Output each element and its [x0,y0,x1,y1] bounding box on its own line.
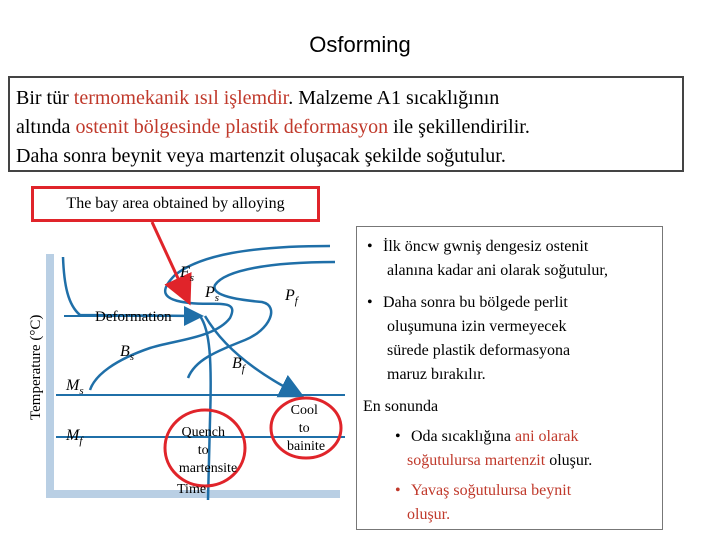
deformation-label: Deformation [95,309,172,325]
definition-text: ile şekillendirilir. [388,116,530,138]
bay-area-label: The bay area obtained by alloying [31,186,320,222]
bullet-text: sürede plastik deformasyona [387,342,571,359]
bullet-dot: • [395,482,401,499]
bullet-4 [395,479,571,527]
bullet-dot: • [367,294,373,311]
x-axis-label: Time [177,482,207,497]
bullet-3 [395,425,592,473]
bullet-dot: • [395,428,401,445]
bf-label: $B_f$ [232,355,245,375]
bullet-1 [367,235,608,283]
ps-label: $P_s$ [205,284,220,304]
bay-pointer-arrow [152,222,188,300]
page-title: Osforming [309,32,411,57]
bs-label: $B_s$ [120,343,135,363]
bullet-dot: • [367,238,373,255]
bullet-highlight: Yavaş soğutulursa [411,482,532,499]
fs-label: $F_s$ [180,264,195,284]
bullet-highlight: oluşur. [407,506,451,523]
mf-label: $M_f$ [66,427,83,447]
bullet-text: oluşumuna izin vermeyecek [387,318,567,335]
cool-label: Cool to bainite [286,403,326,454]
finally-text: En sonunda [363,398,439,415]
bullet-highlight: soğutulursa martenzit [407,452,546,469]
definition-text: altında [16,116,76,138]
definition-highlight: ostenit bölgesinde plastik deformasyon [75,116,389,138]
ms-label: $M_s$ [66,377,84,397]
bullet-text: oluşur. [545,452,593,469]
y-axis-label: Temperature (°C) [28,314,44,420]
bullet-highlight: ani olarak [514,428,579,445]
pf-label: $P_f$ [285,287,298,307]
bullet-text: İlk öncw gwniş dengesiz ostenit [383,238,589,255]
bullets-box [356,226,663,530]
bullet-text: maruz bırakılır. [387,366,486,383]
definition-text: . Malzeme A1 sıcaklığının [288,87,500,109]
bullet-text: Daha sonra bu bölgede perlit [383,294,568,311]
definition-line-3: Daha sonra beynit veya martenzit oluşacak şekilde soğutulur. [16,145,506,167]
bullet-text: Oda sıcaklığına [411,428,515,445]
bullet-highlight: beynit [531,482,572,499]
bullet-2 [367,291,570,387]
quench-label: Quench to martensite [178,425,238,476]
definition-highlight: termomekanik ısıl işlemdir [73,87,289,109]
definition-text: Bir tür [16,87,74,109]
bullet-text: alanına kadar ani olarak soğutulur, [387,262,609,279]
